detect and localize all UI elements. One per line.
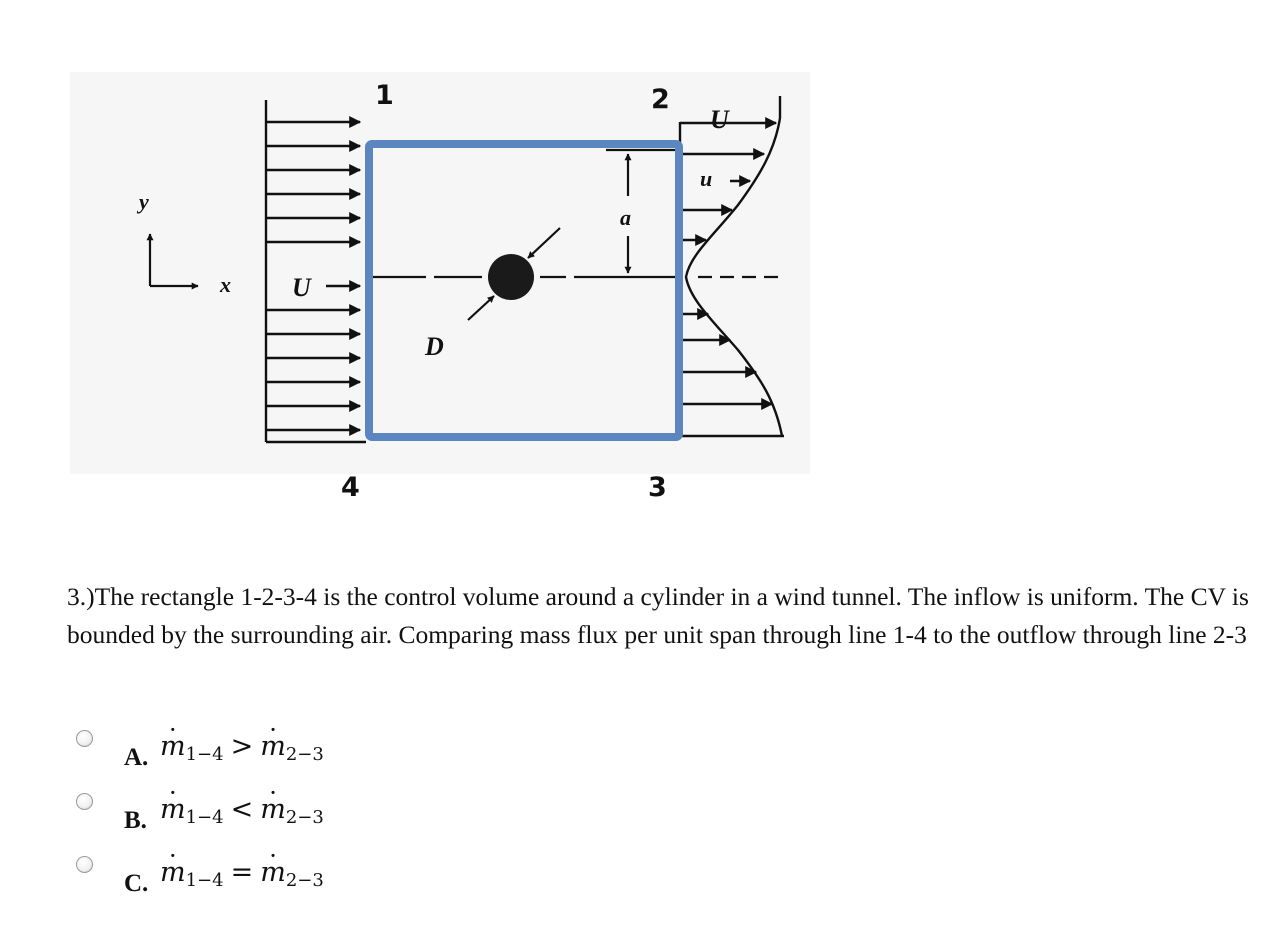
option-a-expression: · $m_{1-4} >\cdot m_{2-3}$ <box>160 731 324 765</box>
option-b-radio[interactable] <box>76 793 93 810</box>
axis-x-label: x <box>220 272 231 297</box>
option-a-letter: A. <box>124 744 149 771</box>
corner-label-3: 3 <box>648 472 667 503</box>
option-b-letter: B. <box>124 807 147 834</box>
scan-background <box>70 72 810 474</box>
outflow-outer-label: U <box>710 105 729 134</box>
inflow-label: U <box>292 273 311 302</box>
corner-label-4: 4 <box>341 472 360 503</box>
option-c-expression: · $m_{1-4} =\cdot m_{2-3}$ <box>160 857 324 891</box>
option-b-expression: · $m_{1-4} <\cdot m_{2-3}$ <box>160 794 324 828</box>
option-c-radio[interactable] <box>76 856 93 873</box>
offset-label: a <box>620 205 631 230</box>
outflow-inner-label: u <box>700 166 713 191</box>
axis-y-label: y <box>139 189 149 214</box>
option-c-letter: C. <box>124 870 149 897</box>
corner-label-2: 2 <box>651 84 670 115</box>
question-text: 3.)The rectangle 1-2-3-4 is the control volume around a cylinder in a wind tunnel. The inflow is uniform. The CV is bounded by the surrounding air. Comparing mass flux per unit span through line 1-4 to the outflow through line 2-3 <box>67 582 1249 649</box>
corner-label-1: 1 <box>375 80 394 111</box>
cylinder <box>488 254 534 300</box>
diameter-label: D <box>425 332 444 361</box>
option-a-radio[interactable] <box>76 730 93 747</box>
